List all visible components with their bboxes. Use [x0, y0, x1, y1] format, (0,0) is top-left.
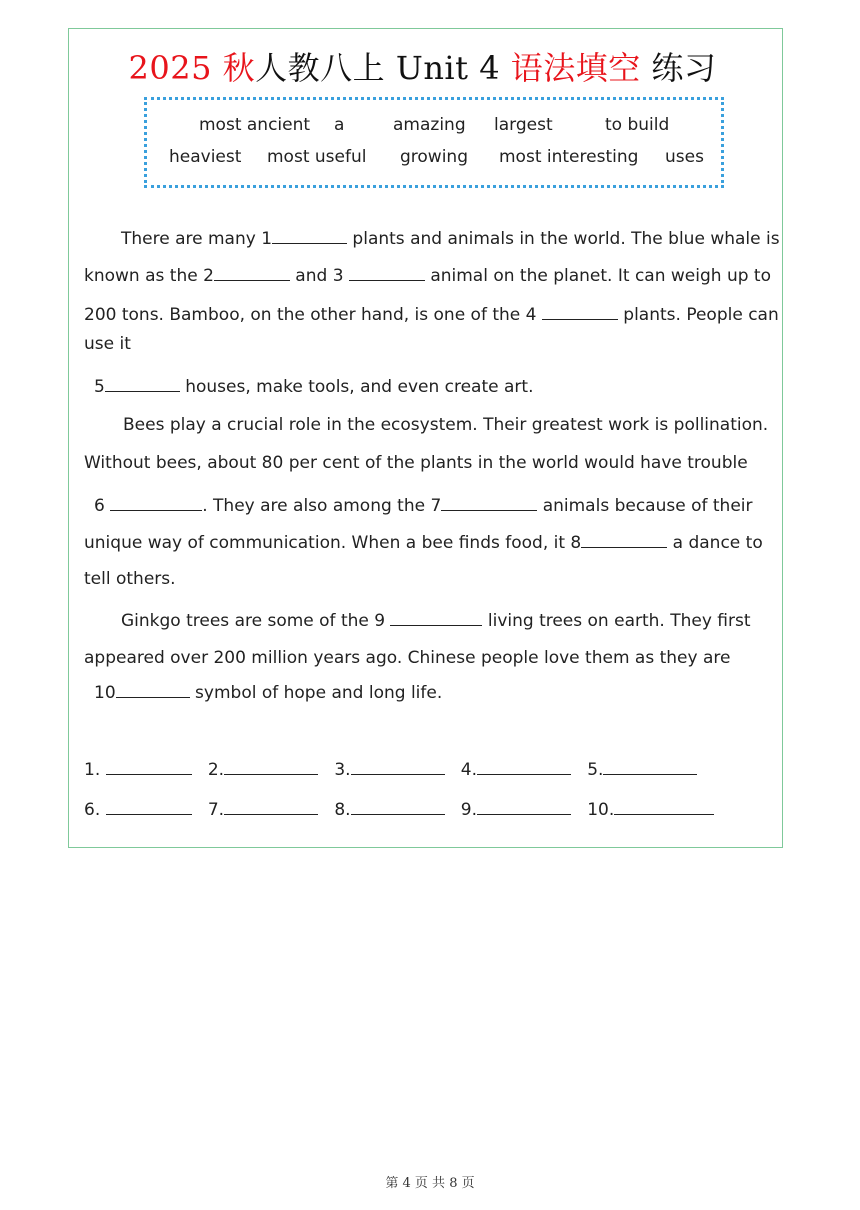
answer-row-2	[84, 800, 714, 820]
answer-field-6[interactable]	[106, 800, 192, 815]
answer-label: 6.	[84, 800, 101, 820]
title-year-term: 2025 秋	[128, 49, 256, 87]
word-bank-item: a	[334, 115, 345, 135]
answer-label: 4.	[460, 760, 477, 780]
blank-1[interactable]	[272, 229, 347, 244]
word-bank-item: amazing	[393, 115, 466, 135]
word-bank-item: uses	[665, 147, 704, 167]
blank-7[interactable]	[441, 496, 537, 511]
word-bank-item: to build	[605, 115, 670, 135]
blank-4[interactable]	[542, 305, 618, 320]
passage-line: Ginkgo trees are some of the 9 living trees on earth. They first	[121, 611, 751, 631]
blank-10[interactable]	[116, 683, 190, 698]
blank-5[interactable]	[105, 377, 180, 392]
word-bank-item: growing	[400, 147, 468, 167]
blank-2[interactable]	[214, 266, 290, 281]
passage-line: There are many 1 plants and animals in the world. The blue whale is	[121, 229, 780, 249]
answer-field-4[interactable]	[477, 760, 571, 775]
passage-line: 200 tons. Bamboo, on the other hand, is one of the 4 plants. People can	[84, 305, 779, 325]
title-suffix: 练习	[640, 49, 717, 87]
word-bank-item: most useful	[267, 147, 367, 167]
passage-line: 10 symbol of hope and long life.	[94, 683, 443, 703]
passage-line: known as the 2 and 3 animal on the planet. It can weigh up to	[84, 266, 771, 286]
word-bank-item: most ancient	[199, 115, 311, 135]
passage-line: 5 houses, make tools, and even create art.	[94, 377, 534, 397]
answer-label: 1.	[84, 760, 101, 780]
word-bank-box	[144, 97, 724, 188]
answer-label: 3.	[334, 760, 351, 780]
answer-field-8[interactable]	[351, 800, 445, 815]
passage-line: appeared over 200 million years ago. Chinese people love them as they are	[84, 648, 731, 668]
answer-field-7[interactable]	[224, 800, 318, 815]
page-title	[0, 43, 845, 89]
passage-line: use it	[84, 334, 131, 354]
passage-line: Bees play a crucial role in the ecosystem. Their greatest work is pollination.	[123, 415, 769, 435]
passage-line: Without bees, about 80 per cent of the plants in the world would have trouble	[84, 453, 748, 473]
answer-field-5[interactable]	[603, 760, 697, 775]
answer-label: 8.	[334, 800, 351, 820]
blank-3[interactable]	[349, 266, 425, 281]
answer-field-9[interactable]	[477, 800, 571, 815]
title-topic: 语法填空	[510, 49, 641, 87]
answer-field-3[interactable]	[351, 760, 445, 775]
answer-field-2[interactable]	[224, 760, 318, 775]
passage-line: unique way of communication. When a bee finds food, it 8 a dance to	[84, 533, 763, 553]
answer-row-1	[84, 760, 697, 780]
blank-8[interactable]	[581, 533, 667, 548]
answer-field-1[interactable]	[106, 760, 192, 775]
answer-label: 5.	[587, 760, 604, 780]
answer-label: 9.	[460, 800, 477, 820]
word-bank-item: heaviest	[169, 147, 242, 167]
title-course: 人教八上 Unit 4	[255, 49, 511, 87]
blank-9[interactable]	[390, 611, 482, 626]
word-bank-item: largest	[494, 115, 553, 135]
passage-line: 6 . They are also among the 7 animals because of their	[94, 496, 753, 516]
answer-label: 10.	[587, 800, 615, 820]
answer-label: 7.	[207, 800, 225, 820]
word-bank-item: most interesting	[499, 147, 639, 167]
answer-field-10[interactable]	[614, 800, 714, 815]
page-number: 第 4 页 共 8 页	[385, 1176, 475, 1191]
passage-line: tell others.	[84, 569, 176, 589]
answer-label: 2.	[207, 760, 225, 780]
blank-6[interactable]	[110, 496, 202, 511]
